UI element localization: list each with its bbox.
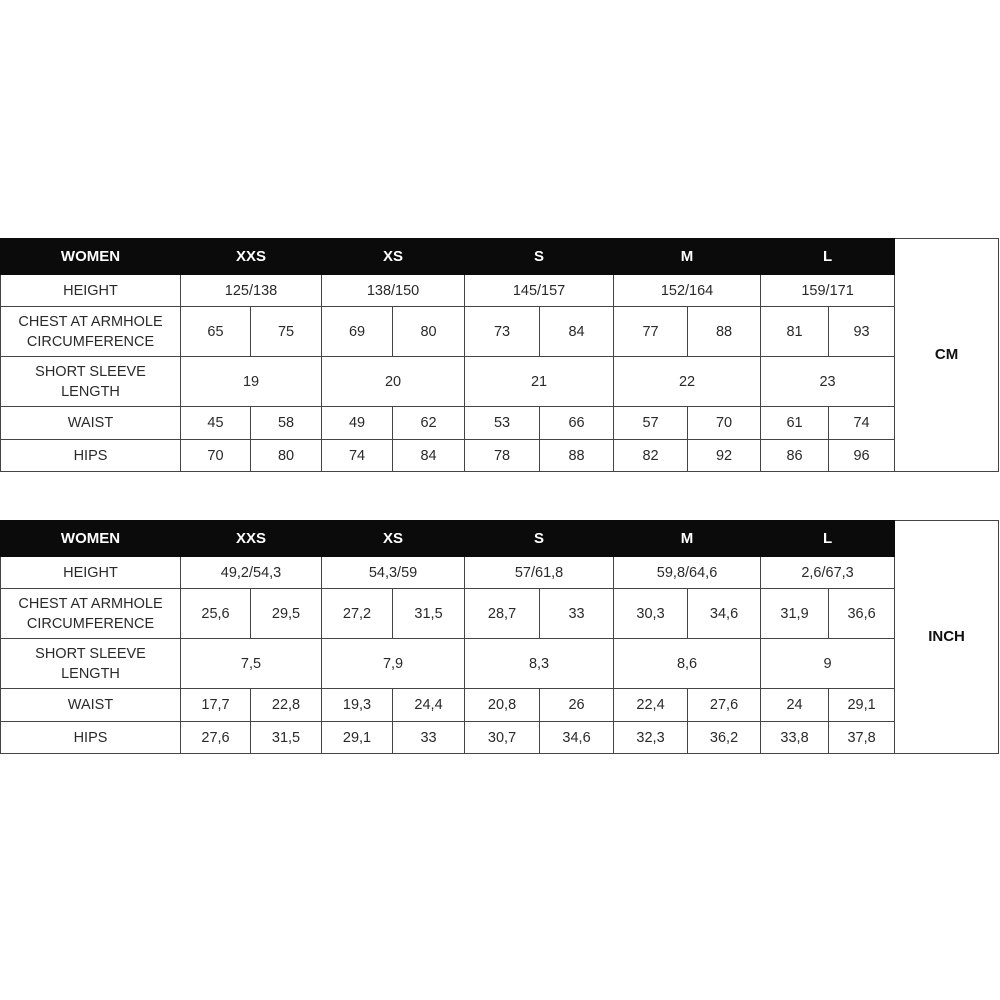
header-row — [1, 521, 999, 557]
waist-value: 22,4 — [614, 689, 688, 722]
sleeve-value: 23 — [761, 357, 895, 407]
waist-value: 22,8 — [251, 689, 322, 722]
chest-value: 29,5 — [251, 589, 322, 639]
height-value: 59,8/64,6 — [614, 557, 761, 589]
waist-value: 61 — [761, 407, 829, 440]
chest-value: 75 — [251, 307, 322, 357]
waist-value: 27,6 — [688, 689, 761, 722]
chest-label-line2: CIRCUMFERENCE — [26, 333, 155, 350]
sleeve-value: 22 — [614, 357, 761, 407]
waist-value: 66 — [540, 407, 614, 440]
chest-value: 77 — [614, 307, 688, 357]
hips-row — [1, 440, 999, 472]
unit-label: CM — [895, 239, 999, 472]
hips-label: HIPS — [1, 440, 181, 472]
chest-value: 34,6 — [688, 589, 761, 639]
chest-value: 65 — [181, 307, 251, 357]
waist-value: 17,7 — [181, 689, 251, 722]
hips-value: 84 — [393, 440, 465, 472]
size-header: S — [465, 521, 614, 557]
chest-label — [1, 589, 181, 639]
gender-header: WOMEN — [1, 521, 181, 557]
waist-value: 26 — [540, 689, 614, 722]
hips-value: 31,5 — [251, 722, 322, 754]
chest-value: 25,6 — [181, 589, 251, 639]
chest-value: 93 — [829, 307, 895, 357]
hips-value: 37,8 — [829, 722, 895, 754]
height-row — [1, 557, 999, 589]
chest-value: 84 — [540, 307, 614, 357]
height-value: 159/171 — [761, 275, 895, 307]
size-header: M — [614, 239, 761, 275]
height-label: HEIGHT — [1, 275, 181, 307]
hips-value: 27,6 — [181, 722, 251, 754]
waist-row — [1, 407, 999, 440]
unit-label: INCH — [895, 521, 999, 754]
chest-value: 28,7 — [465, 589, 540, 639]
gender-header: WOMEN — [1, 239, 181, 275]
size-table — [0, 238, 999, 472]
size-chart-cm — [0, 238, 998, 472]
chest-row — [1, 589, 999, 639]
chest-value: 31,5 — [393, 589, 465, 639]
chest-row — [1, 307, 999, 357]
sleeve-label — [1, 639, 181, 689]
sleeve-value: 21 — [465, 357, 614, 407]
sleeve-row — [1, 639, 999, 689]
sleeve-value: 8,6 — [614, 639, 761, 689]
chest-value: 88 — [688, 307, 761, 357]
chest-value: 36,6 — [829, 589, 895, 639]
size-header: XXS — [181, 521, 322, 557]
height-row — [1, 275, 999, 307]
height-label: HEIGHT — [1, 557, 181, 589]
height-value: 57/61,8 — [465, 557, 614, 589]
chest-value: 33 — [540, 589, 614, 639]
sleeve-value: 7,9 — [322, 639, 465, 689]
hips-value: 32,3 — [614, 722, 688, 754]
waist-value: 49 — [322, 407, 393, 440]
sleeve-value: 20 — [322, 357, 465, 407]
size-header: L — [761, 239, 895, 275]
waist-row — [1, 689, 999, 722]
sleeve-label-line1: SHORT SLEEVE — [35, 363, 146, 380]
size-chart-inch — [0, 520, 998, 754]
hips-value: 33 — [393, 722, 465, 754]
chest-label-line2: CIRCUMFERENCE — [26, 615, 155, 632]
chest-value: 27,2 — [322, 589, 393, 639]
size-header: XXS — [181, 239, 322, 275]
hips-value: 80 — [251, 440, 322, 472]
size-header: M — [614, 521, 761, 557]
hips-value: 33,8 — [761, 722, 829, 754]
sleeve-label-line2: LENGTH — [61, 383, 120, 400]
header-row — [1, 239, 999, 275]
height-value: 145/157 — [465, 275, 614, 307]
hips-value: 34,6 — [540, 722, 614, 754]
sleeve-row — [1, 357, 999, 407]
waist-value: 45 — [181, 407, 251, 440]
sleeve-value: 7,5 — [181, 639, 322, 689]
waist-value: 29,1 — [829, 689, 895, 722]
waist-value: 70 — [688, 407, 761, 440]
height-value: 152/164 — [614, 275, 761, 307]
height-value: 2,6/67,3 — [761, 557, 895, 589]
chest-value: 31,9 — [761, 589, 829, 639]
size-header: XS — [322, 239, 465, 275]
waist-value: 57 — [614, 407, 688, 440]
height-value: 54,3/59 — [322, 557, 465, 589]
chest-value: 30,3 — [614, 589, 688, 639]
hips-value: 29,1 — [322, 722, 393, 754]
sleeve-value: 9 — [761, 639, 895, 689]
hips-value: 78 — [465, 440, 540, 472]
chest-value: 81 — [761, 307, 829, 357]
size-header: XS — [322, 521, 465, 557]
hips-value: 36,2 — [688, 722, 761, 754]
waist-value: 53 — [465, 407, 540, 440]
sleeve-label-line1: SHORT SLEEVE — [35, 645, 146, 662]
chest-label-line1: CHEST AT ARMHOLE — [18, 313, 163, 330]
size-table — [0, 520, 999, 754]
size-header: L — [761, 521, 895, 557]
hips-value: 74 — [322, 440, 393, 472]
hips-row — [1, 722, 999, 754]
sleeve-label — [1, 357, 181, 407]
height-value: 49,2/54,3 — [181, 557, 322, 589]
hips-label: HIPS — [1, 722, 181, 754]
hips-value: 86 — [761, 440, 829, 472]
hips-value: 96 — [829, 440, 895, 472]
sleeve-value: 19 — [181, 357, 322, 407]
hips-value: 82 — [614, 440, 688, 472]
waist-label: WAIST — [1, 689, 181, 722]
hips-value: 70 — [181, 440, 251, 472]
waist-value: 24,4 — [393, 689, 465, 722]
waist-value: 62 — [393, 407, 465, 440]
waist-value: 24 — [761, 689, 829, 722]
waist-value: 20,8 — [465, 689, 540, 722]
chest-label — [1, 307, 181, 357]
chest-label-line1: CHEST AT ARMHOLE — [18, 595, 163, 612]
waist-label: WAIST — [1, 407, 181, 440]
chest-value: 73 — [465, 307, 540, 357]
chest-value: 80 — [393, 307, 465, 357]
height-value: 125/138 — [181, 275, 322, 307]
sleeve-label-line2: LENGTH — [61, 665, 120, 682]
waist-value: 58 — [251, 407, 322, 440]
hips-value: 88 — [540, 440, 614, 472]
size-header: S — [465, 239, 614, 275]
hips-value: 92 — [688, 440, 761, 472]
sleeve-value: 8,3 — [465, 639, 614, 689]
waist-value: 74 — [829, 407, 895, 440]
waist-value: 19,3 — [322, 689, 393, 722]
height-value: 138/150 — [322, 275, 465, 307]
hips-value: 30,7 — [465, 722, 540, 754]
chest-value: 69 — [322, 307, 393, 357]
